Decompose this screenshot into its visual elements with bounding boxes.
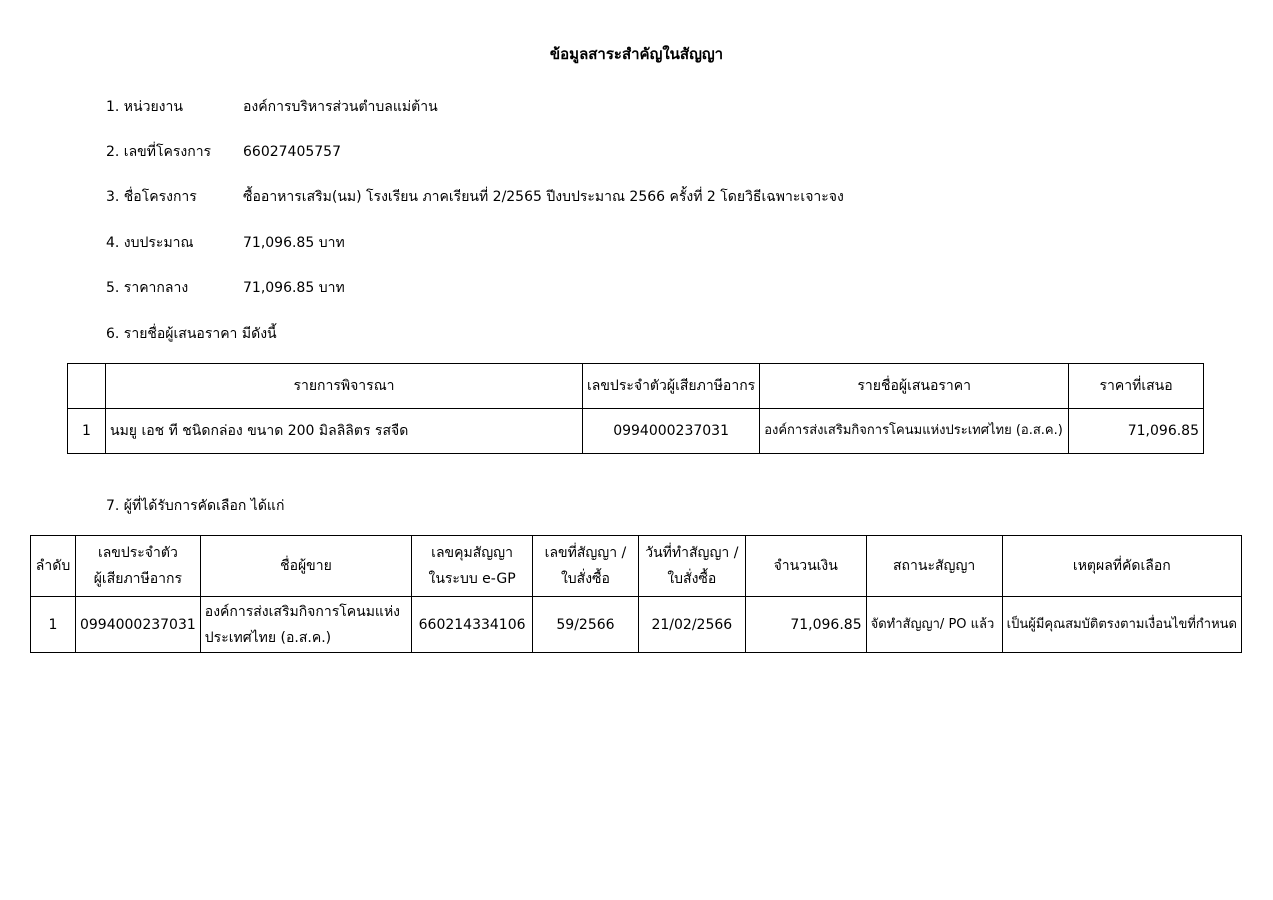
table-cell: 59/2566	[533, 597, 639, 653]
table-header-cell	[412, 536, 533, 597]
table-header-cell: รายการพิจารณา	[106, 364, 583, 409]
table-header-row	[31, 536, 1242, 597]
bidders-table	[67, 363, 1204, 454]
table-header-cell	[75, 536, 200, 597]
header-line: สถานะสัญญา	[893, 558, 976, 574]
table-cell: 21/02/2566	[638, 597, 745, 653]
field-budget	[106, 232, 345, 254]
table-cell: 71,096.85	[1069, 409, 1204, 454]
table-cell: องค์การส่งเสริมกิจการโคนมแห่งประเทศไทย (อ.ส.ค.)	[760, 409, 1069, 454]
table-header-cell: เลขประจำตัวผู้เสียภาษีอากร	[583, 364, 760, 409]
table-header-cell	[1002, 536, 1241, 597]
header-line: ใบสั่งซื้อ	[667, 571, 717, 587]
table-header-cell: รายชื่อผู้เสนอราคา	[760, 364, 1069, 409]
field-label: 2. เลขที่โครงการ	[106, 144, 212, 160]
table-cell: เป็นผู้มีคุณสมบัติตรงตามเงื่อนไขที่กำหนด	[1002, 597, 1241, 653]
header-line: เหตุผลที่คัดเลือก	[1072, 558, 1171, 574]
header-line: ในระบบ e-GP	[428, 571, 516, 587]
table-row	[68, 409, 1204, 454]
vendor-line: องค์การส่งเสริมกิจการโคนมแห่ง	[204, 603, 401, 620]
field-label: 4. งบประมาณ	[106, 235, 194, 251]
table-header-cell	[533, 536, 639, 597]
table-header-cell	[638, 536, 745, 597]
field-label: 1. หน่วยงาน	[106, 99, 183, 115]
header-line: ผู้เสียภาษีอากร	[93, 571, 183, 587]
vendor-line: ประเทศไทย (อ.ส.ค.)	[204, 629, 332, 646]
header-line: เลขที่สัญญา /	[544, 545, 627, 561]
field-label: 5. ราคากลาง	[106, 280, 189, 296]
table-header-cell: ราคาที่เสนอ	[1069, 364, 1204, 409]
header-line: จำนวนเงิน	[773, 558, 838, 574]
field-value: 66027405757	[243, 144, 341, 160]
table-header-cell	[31, 536, 76, 597]
header-line: ลำดับ	[35, 558, 71, 574]
table-row	[31, 597, 1242, 653]
table-cell-vendor	[200, 597, 411, 653]
field-value: ซื้ออาหารเสริม(นม) โรงเรียน ภาคเรียนที่ 2/2565 ปีงบประมาณ 2566 ครั้งที่ 2 โดยวิธีเฉพาะเจาะจง	[243, 189, 844, 205]
field-median-price	[106, 277, 345, 299]
table-cell: จัดทำสัญญา/ PO แล้ว	[866, 597, 1002, 653]
table-header-row	[68, 364, 1204, 409]
header-line: วันที่ทำสัญญา /	[645, 545, 739, 561]
header-line: เลขประจำตัว	[97, 545, 178, 561]
table-header-cell	[745, 536, 866, 597]
field-value: 71,096.85 บาท	[243, 235, 345, 251]
table-cell: 1	[68, 409, 106, 454]
header-line: ใบสั่งซื้อ	[560, 571, 610, 587]
header-line: ชื่อผู้ขาย	[280, 558, 332, 574]
field-agency	[106, 96, 438, 118]
table-cell: นมยู เอช ที ชนิดกล่อง ขนาด 200 มิลลิลิตร รสจืด	[106, 409, 583, 454]
section-bidders-heading: 6. รายชื่อผู้เสนอราคา มีดังนี้	[106, 326, 277, 342]
field-label: 3. ชื่อโครงการ	[106, 189, 197, 205]
table-header-cell	[866, 536, 1002, 597]
table-cell: 1	[31, 597, 76, 653]
table-cell: 0994000237031	[583, 409, 760, 454]
table-header-cell	[68, 364, 106, 409]
field-value: 71,096.85 บาท	[243, 280, 345, 296]
field-value: องค์การบริหารส่วนตำบลแม่ต้าน	[243, 99, 438, 115]
table-header-cell	[200, 536, 411, 597]
header-line: เลขคุมสัญญา	[431, 545, 513, 561]
table-cell: 71,096.85	[745, 597, 866, 653]
table-cell: 0994000237031	[75, 597, 200, 653]
winners-table	[30, 535, 1242, 653]
document-title: ข้อมูลสาระสำคัญในสัญญา	[549, 45, 724, 63]
section-winners-heading: 7. ผู้ที่ได้รับการคัดเลือก ได้แก่	[106, 498, 285, 514]
table-cell: 660214334106	[412, 597, 533, 653]
field-project-number	[106, 141, 341, 163]
field-project-name	[106, 186, 844, 208]
